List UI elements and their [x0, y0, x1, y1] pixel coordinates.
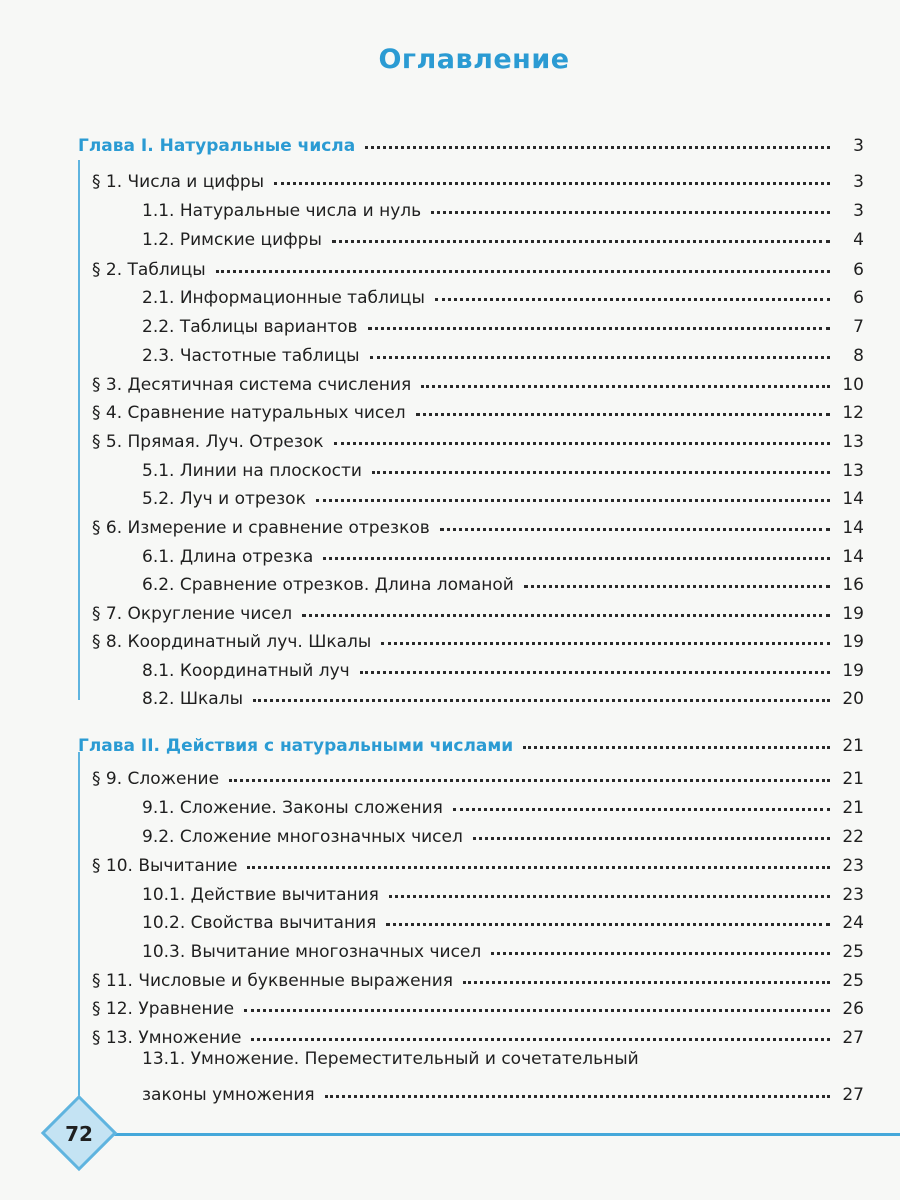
toc-page-number: 25 — [842, 971, 864, 991]
toc-entry-label: § 5. Прямая. Луч. Отрезок — [92, 432, 324, 452]
toc-entry-label: 10.2. Свойства вычитания — [142, 913, 377, 933]
toc-page-number: 14 — [842, 547, 864, 567]
toc-subsection-entry[interactable] — [142, 453, 864, 481]
toc-page-number: 3 — [853, 201, 864, 221]
toc-page-number: 19 — [842, 632, 864, 652]
toc-subsection-entry[interactable] — [142, 193, 864, 221]
toc-entry-label: § 1. Числа и цифры — [92, 172, 265, 192]
toc-entry-label: 10.1. Действие вычитания — [142, 885, 379, 905]
toc-page-number: 6 — [853, 288, 864, 308]
toc-entry-label: 5.2. Луч и отрезок — [142, 489, 306, 509]
dot-leader — [368, 307, 830, 330]
toc-subsection-entry[interactable] — [142, 481, 864, 509]
toc-page-number: 19 — [842, 604, 864, 624]
toc-subsection-entry[interactable] — [142, 222, 864, 250]
toc-subsection-entry[interactable] — [142, 790, 864, 818]
toc-subsection-entry[interactable] — [142, 280, 864, 308]
dot-leader — [334, 422, 830, 445]
dot-leader — [431, 191, 830, 214]
dot-leader — [302, 594, 830, 617]
toc-section-entry[interactable] — [92, 963, 864, 991]
toc-section-entry[interactable] — [92, 424, 864, 452]
toc-entry-label: 6.2. Сравнение отрезков. Длина ломаной — [142, 575, 514, 595]
dot-leader — [523, 726, 830, 749]
page-number: 72 — [65, 1122, 93, 1146]
toc-page-number: 6 — [853, 260, 864, 280]
toc-section-entry[interactable] — [92, 596, 864, 624]
dot-leader — [229, 759, 830, 782]
toc-page-number: 24 — [842, 913, 864, 933]
dot-leader — [389, 875, 830, 898]
toc-entry-label: § 7. Округление чисел — [92, 604, 293, 624]
toc-page-number: 4 — [853, 230, 864, 250]
toc-page-number: 19 — [842, 661, 864, 681]
chapter-2-bracket — [78, 752, 80, 1132]
toc-entry-label: 8.1. Координатный луч — [142, 661, 350, 681]
dot-leader — [332, 220, 830, 243]
footer-rule — [90, 1133, 900, 1136]
toc-subsection-entry[interactable] — [142, 567, 864, 595]
toc-entry-label: § 9. Сложение — [92, 769, 220, 789]
toc-entry-label: § 11. Числовые и буквенные выражения — [92, 971, 454, 991]
dot-leader — [360, 651, 830, 674]
toc-page-number: 13 — [842, 461, 864, 481]
toc-entry-label: § 3. Десятичная система счисления — [92, 375, 412, 395]
toc-chapter-entry[interactable] — [78, 728, 864, 756]
toc-subsection-entry[interactable] — [142, 877, 864, 905]
toc-entry-label: § 4. Сравнение натуральных чисел — [92, 403, 406, 423]
dot-leader — [372, 451, 830, 474]
toc-page-number: 23 — [842, 885, 864, 905]
toc-page-number: 3 — [853, 136, 864, 156]
dot-leader — [365, 126, 830, 149]
toc-entry-label: 9.2. Сложение многозначных чисел — [142, 827, 463, 847]
toc-page-number: 8 — [853, 346, 864, 366]
toc-section-entry[interactable] — [92, 395, 864, 423]
dot-leader — [453, 788, 830, 811]
toc-section-entry[interactable] — [92, 991, 864, 1019]
dot-leader — [491, 932, 830, 955]
dot-leader — [251, 1018, 830, 1041]
toc-subsection-entry[interactable] — [142, 1077, 864, 1105]
dot-leader — [316, 479, 830, 502]
dot-leader — [463, 961, 830, 984]
dot-leader — [473, 817, 830, 840]
toc-section-entry[interactable] — [92, 848, 864, 876]
toc-entry-label: § 13. Умножение — [92, 1028, 242, 1048]
toc-entry-label: 1.1. Натуральные числа и нуль — [142, 201, 422, 221]
toc-entry-label: 13.1. Умножение. Переместительный и сочетательный — [142, 1049, 639, 1069]
toc-chapter-entry[interactable] — [78, 128, 864, 156]
toc-entry-label: 2.1. Информационные таблицы — [142, 288, 425, 308]
toc-entry-label: 2.3. Частотные таблицы — [142, 346, 360, 366]
toc-section-entry[interactable] — [92, 761, 864, 789]
toc-entry-label: Глава I. Натуральные числа — [78, 136, 356, 156]
toc-entry-label: § 12. Уравнение — [92, 999, 235, 1019]
toc-page-number: 12 — [842, 403, 864, 423]
toc-subsection-entry[interactable] — [142, 681, 864, 709]
toc-entry-label: Глава II. Действия с натуральными числами — [78, 736, 514, 756]
toc-section-entry[interactable] — [92, 510, 864, 538]
toc-page-number: 13 — [842, 432, 864, 452]
toc-entry-label: § 10. Вычитание — [92, 856, 238, 876]
toc-section-entry[interactable] — [92, 252, 864, 280]
toc-entry-label: 8.2. Шкалы — [142, 689, 243, 709]
toc-page-number: 21 — [842, 798, 864, 818]
toc-section-entry[interactable] — [92, 1020, 864, 1048]
dot-leader — [416, 393, 830, 416]
toc-entry-label: 2.2. Таблицы вариантов — [142, 317, 358, 337]
dot-leader — [244, 989, 830, 1012]
page-title: Оглавление — [378, 44, 570, 75]
dot-leader — [323, 537, 830, 560]
toc-entry-label: 6.1. Длина отрезка — [142, 547, 314, 567]
toc-page-number: 23 — [842, 856, 864, 876]
toc-subsection-entry[interactable] — [142, 653, 864, 681]
dot-leader — [440, 508, 830, 531]
toc-page-number: 22 — [842, 827, 864, 847]
toc-page-number: 16 — [842, 575, 864, 595]
dot-leader — [325, 1075, 830, 1098]
toc-entry-label: 10.3. Вычитание многозначных чисел — [142, 942, 482, 962]
toc-subsection-entry[interactable] — [142, 1049, 864, 1077]
chapter-1-bracket — [78, 160, 80, 700]
dot-leader — [370, 336, 830, 359]
dot-leader — [435, 278, 830, 301]
dot-leader — [381, 622, 830, 645]
toc-section-entry[interactable] — [92, 367, 864, 395]
toc-entry-label-continued: законы умножения — [142, 1085, 315, 1105]
toc-page-number: 27 — [842, 1028, 864, 1048]
toc-subsection-entry[interactable] — [142, 819, 864, 847]
toc-entry-label: 5.1. Линии на плоскости — [142, 461, 362, 481]
dot-leader — [216, 250, 830, 273]
toc-page-number: 20 — [842, 689, 864, 709]
dot-leader — [386, 903, 830, 926]
toc-page-number: 14 — [842, 489, 864, 509]
toc-subsection-entry[interactable] — [142, 309, 864, 337]
toc-subsection-entry[interactable] — [142, 539, 864, 567]
toc-subsection-entry[interactable] — [142, 934, 864, 962]
toc-section-entry[interactable] — [92, 164, 864, 192]
toc-entry-label: 1.2. Римские цифры — [142, 230, 322, 250]
toc-subsection-entry[interactable] — [142, 905, 864, 933]
toc-page-number: 26 — [842, 999, 864, 1019]
toc-section-entry[interactable] — [92, 624, 864, 652]
toc-page-number: 21 — [842, 736, 864, 756]
toc-page-number: 3 — [853, 172, 864, 192]
toc-page-number: 14 — [842, 518, 864, 538]
toc-page-number: 7 — [853, 317, 864, 337]
dot-leader — [253, 679, 830, 702]
dot-leader — [421, 365, 830, 388]
toc-entry-label: § 2. Таблицы — [92, 260, 206, 280]
toc-subsection-entry[interactable] — [142, 338, 864, 366]
toc-page-number: 21 — [842, 769, 864, 789]
dot-leader — [247, 846, 830, 869]
toc-entry-label: § 8. Координатный луч. Шкалы — [92, 632, 372, 652]
toc-page-number: 10 — [842, 375, 864, 395]
dot-leader — [524, 565, 830, 588]
toc-page-number: 27 — [842, 1085, 864, 1105]
toc-entry-label: 9.1. Сложение. Законы сложения — [142, 798, 443, 818]
toc-page-number: 25 — [842, 942, 864, 962]
toc-entry-label: § 6. Измерение и сравнение отрезков — [92, 518, 430, 538]
dot-leader — [274, 162, 830, 185]
